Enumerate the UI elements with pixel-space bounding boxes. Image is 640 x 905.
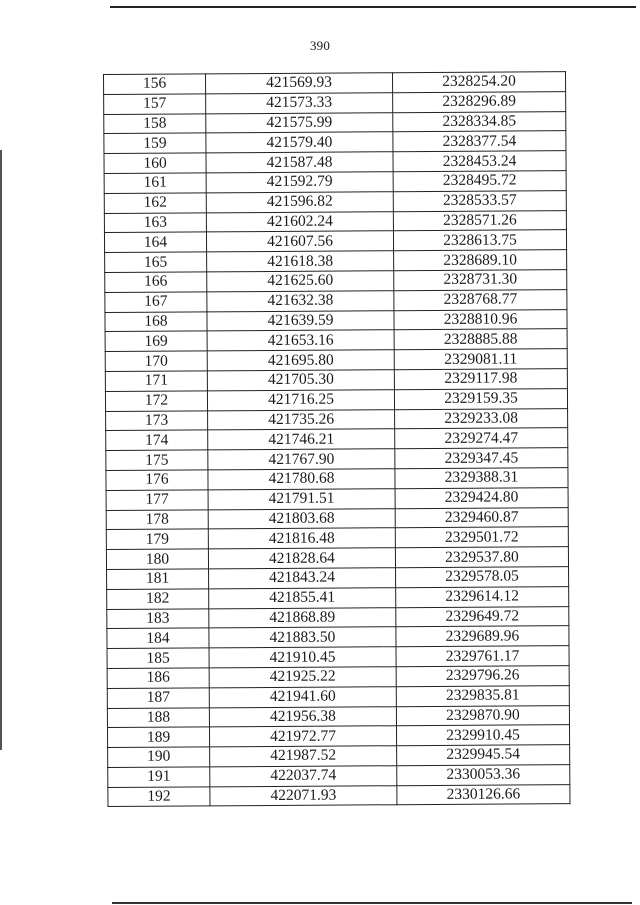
x-coordinate-cell: 421910.45 [209, 647, 396, 668]
y-coordinate-cell: 2329424.80 [395, 487, 568, 508]
y-coordinate-cell: 2329796.26 [396, 666, 569, 687]
x-coordinate-cell: 421596.82 [206, 192, 393, 213]
table-row [105, 388, 567, 411]
x-coordinate-cell: 421791.51 [208, 488, 395, 509]
x-coordinate-cell: 421941.60 [209, 686, 396, 707]
point-number-cell: 183 [107, 608, 209, 628]
x-coordinate-cell: 421587.48 [206, 152, 393, 173]
point-number-cell: 162 [104, 193, 206, 213]
y-coordinate-cell: 2329578.05 [396, 567, 569, 588]
point-number-cell: 189 [107, 727, 209, 747]
x-coordinate-cell: 421956.38 [209, 706, 396, 727]
table-row [107, 626, 569, 649]
table-row [105, 309, 567, 332]
y-coordinate-cell: 2328453.24 [393, 151, 566, 172]
y-coordinate-cell: 2329870.90 [396, 705, 569, 726]
y-coordinate-cell: 2328613.75 [393, 230, 566, 251]
point-number-cell: 192 [108, 787, 210, 807]
table-row [106, 428, 568, 451]
table-row [105, 270, 567, 293]
point-number-cell: 174 [106, 430, 208, 450]
table-row [106, 547, 568, 570]
point-number-cell: 178 [106, 509, 208, 529]
y-coordinate-cell: 2328571.26 [393, 210, 566, 231]
y-coordinate-cell: 2328254.20 [392, 72, 565, 93]
point-number-cell: 164 [104, 232, 206, 252]
y-coordinate-cell: 2329649.72 [396, 606, 569, 627]
point-number-cell: 181 [107, 569, 209, 589]
y-coordinate-cell: 2328334.85 [393, 111, 566, 132]
x-coordinate-cell: 421618.38 [207, 251, 394, 272]
y-coordinate-cell: 2329388.31 [395, 468, 568, 489]
x-coordinate-cell: 421575.99 [206, 112, 393, 133]
y-coordinate-cell: 2329910.45 [396, 725, 569, 746]
y-coordinate-cell: 2329117.98 [394, 369, 567, 390]
point-number-cell: 167 [105, 292, 207, 312]
point-number-cell: 179 [106, 529, 208, 549]
table-row [104, 72, 566, 95]
table-row [105, 250, 567, 273]
table-row [105, 369, 567, 392]
y-coordinate-cell: 2329460.87 [395, 507, 568, 528]
y-coordinate-cell: 2329537.80 [395, 547, 568, 568]
table-row [105, 349, 567, 372]
table-row [105, 329, 567, 352]
point-number-cell: 165 [105, 252, 207, 272]
coordinates-table [103, 71, 570, 807]
x-coordinate-cell: 421592.79 [206, 172, 393, 193]
point-number-cell: 157 [104, 94, 206, 114]
point-number-cell: 160 [104, 153, 206, 173]
x-coordinate-cell: 421803.68 [208, 508, 395, 529]
y-coordinate-cell: 2330053.36 [397, 765, 570, 786]
x-coordinate-cell: 421573.33 [206, 93, 393, 114]
x-coordinate-cell: 421780.68 [208, 469, 395, 490]
table-row [104, 210, 566, 233]
y-coordinate-cell: 2328768.77 [394, 289, 567, 310]
point-number-cell: 170 [105, 351, 207, 371]
point-number-cell: 161 [104, 173, 206, 193]
y-coordinate-cell: 2329501.72 [395, 527, 568, 548]
table-row [104, 171, 566, 194]
x-coordinate-cell: 421828.64 [208, 548, 395, 569]
table-row [106, 487, 568, 510]
y-coordinate-cell: 2328377.54 [393, 131, 566, 152]
y-coordinate-cell: 2328885.88 [394, 329, 567, 350]
y-coordinate-cell: 2329761.17 [396, 646, 569, 667]
point-number-cell: 175 [106, 450, 208, 470]
x-coordinate-cell: 421883.50 [209, 627, 396, 648]
table-row [104, 190, 566, 213]
x-coordinate-cell: 421843.24 [209, 568, 396, 589]
x-coordinate-cell: 421767.90 [208, 449, 395, 470]
point-number-cell: 172 [105, 391, 207, 411]
x-coordinate-cell: 421855.41 [209, 587, 396, 608]
y-coordinate-cell: 2330126.66 [397, 784, 570, 805]
bottom-border-line [112, 902, 632, 904]
y-coordinate-cell: 2328495.72 [393, 171, 566, 192]
top-border-line [110, 6, 636, 8]
table-row [107, 725, 569, 748]
point-number-cell: 166 [105, 272, 207, 292]
table-row [106, 448, 568, 471]
y-coordinate-cell: 2329945.54 [397, 745, 570, 766]
table-row [104, 151, 566, 174]
y-coordinate-cell: 2329274.47 [395, 428, 568, 449]
x-coordinate-cell: 421625.60 [207, 271, 394, 292]
point-number-cell: 176 [106, 470, 208, 490]
table-row [105, 289, 567, 312]
table-row [107, 606, 569, 629]
point-number-cell: 159 [104, 133, 206, 153]
point-number-cell: 188 [107, 707, 209, 727]
table-row [106, 527, 568, 550]
point-number-cell: 177 [106, 490, 208, 510]
table-row [107, 567, 569, 590]
table-row [107, 666, 569, 689]
x-coordinate-cell: 421868.89 [209, 607, 396, 628]
point-number-cell: 182 [107, 589, 209, 609]
table-row [108, 745, 570, 768]
x-coordinate-cell: 421639.59 [207, 310, 394, 331]
x-coordinate-cell: 421925.22 [209, 667, 396, 688]
point-number-cell: 158 [104, 113, 206, 133]
x-coordinate-cell: 421972.77 [209, 726, 396, 747]
y-coordinate-cell: 2328533.57 [393, 190, 566, 211]
x-coordinate-cell: 421569.93 [206, 73, 393, 94]
y-coordinate-cell: 2328689.10 [394, 250, 567, 271]
point-number-cell: 184 [107, 628, 209, 648]
point-number-cell: 168 [105, 311, 207, 331]
table-row [107, 646, 569, 669]
page-number: 390 [309, 38, 331, 53]
table-row [104, 91, 566, 114]
table-row [107, 685, 569, 708]
x-coordinate-cell: 421987.52 [210, 746, 397, 767]
table-row [107, 705, 569, 728]
x-coordinate-cell: 422071.93 [210, 785, 397, 806]
point-number-cell: 163 [104, 212, 206, 232]
point-number-cell: 191 [108, 767, 210, 787]
x-coordinate-cell: 421735.26 [208, 409, 395, 430]
table-row [104, 111, 566, 134]
point-number-cell: 171 [105, 371, 207, 391]
x-coordinate-cell: 422037.74 [210, 766, 397, 787]
table-row [107, 586, 569, 609]
y-coordinate-cell: 2329347.45 [395, 448, 568, 469]
y-coordinate-cell: 2329233.08 [395, 408, 568, 429]
point-number-cell: 190 [108, 747, 210, 767]
table-row [106, 468, 568, 491]
point-number-cell: 180 [106, 549, 208, 569]
x-coordinate-cell: 421607.56 [206, 231, 393, 252]
x-coordinate-cell: 421705.30 [207, 370, 394, 391]
y-coordinate-cell: 2329835.81 [396, 685, 569, 706]
y-coordinate-cell: 2329689.96 [396, 626, 569, 647]
x-coordinate-cell: 421632.38 [207, 290, 394, 311]
point-number-cell: 186 [107, 668, 209, 688]
x-coordinate-cell: 421716.25 [207, 389, 394, 410]
left-border-line [0, 150, 2, 750]
table-row [106, 507, 568, 530]
table-row [108, 784, 570, 807]
x-coordinate-cell: 421695.80 [207, 350, 394, 371]
table-row [106, 408, 568, 431]
table-row [108, 765, 570, 788]
y-coordinate-cell: 2328731.30 [394, 270, 567, 291]
y-coordinate-cell: 2328296.89 [393, 91, 566, 112]
y-coordinate-cell: 2328810.96 [394, 309, 567, 330]
x-coordinate-cell: 421579.40 [206, 132, 393, 153]
point-number-cell: 185 [107, 648, 209, 668]
x-coordinate-cell: 421816.48 [208, 528, 395, 549]
table-row [104, 131, 566, 154]
x-coordinate-cell: 421653.16 [207, 330, 394, 351]
point-number-cell: 187 [107, 688, 209, 708]
x-coordinate-cell: 421602.24 [206, 211, 393, 232]
y-coordinate-cell: 2329159.35 [394, 388, 567, 409]
y-coordinate-cell: 2329614.12 [396, 586, 569, 607]
y-coordinate-cell: 2329081.11 [394, 349, 567, 370]
point-number-cell: 169 [105, 331, 207, 351]
table-row [104, 230, 566, 253]
point-number-cell: 156 [104, 74, 206, 94]
coordinates-table-body [104, 72, 570, 807]
point-number-cell: 173 [106, 410, 208, 430]
x-coordinate-cell: 421746.21 [208, 429, 395, 450]
